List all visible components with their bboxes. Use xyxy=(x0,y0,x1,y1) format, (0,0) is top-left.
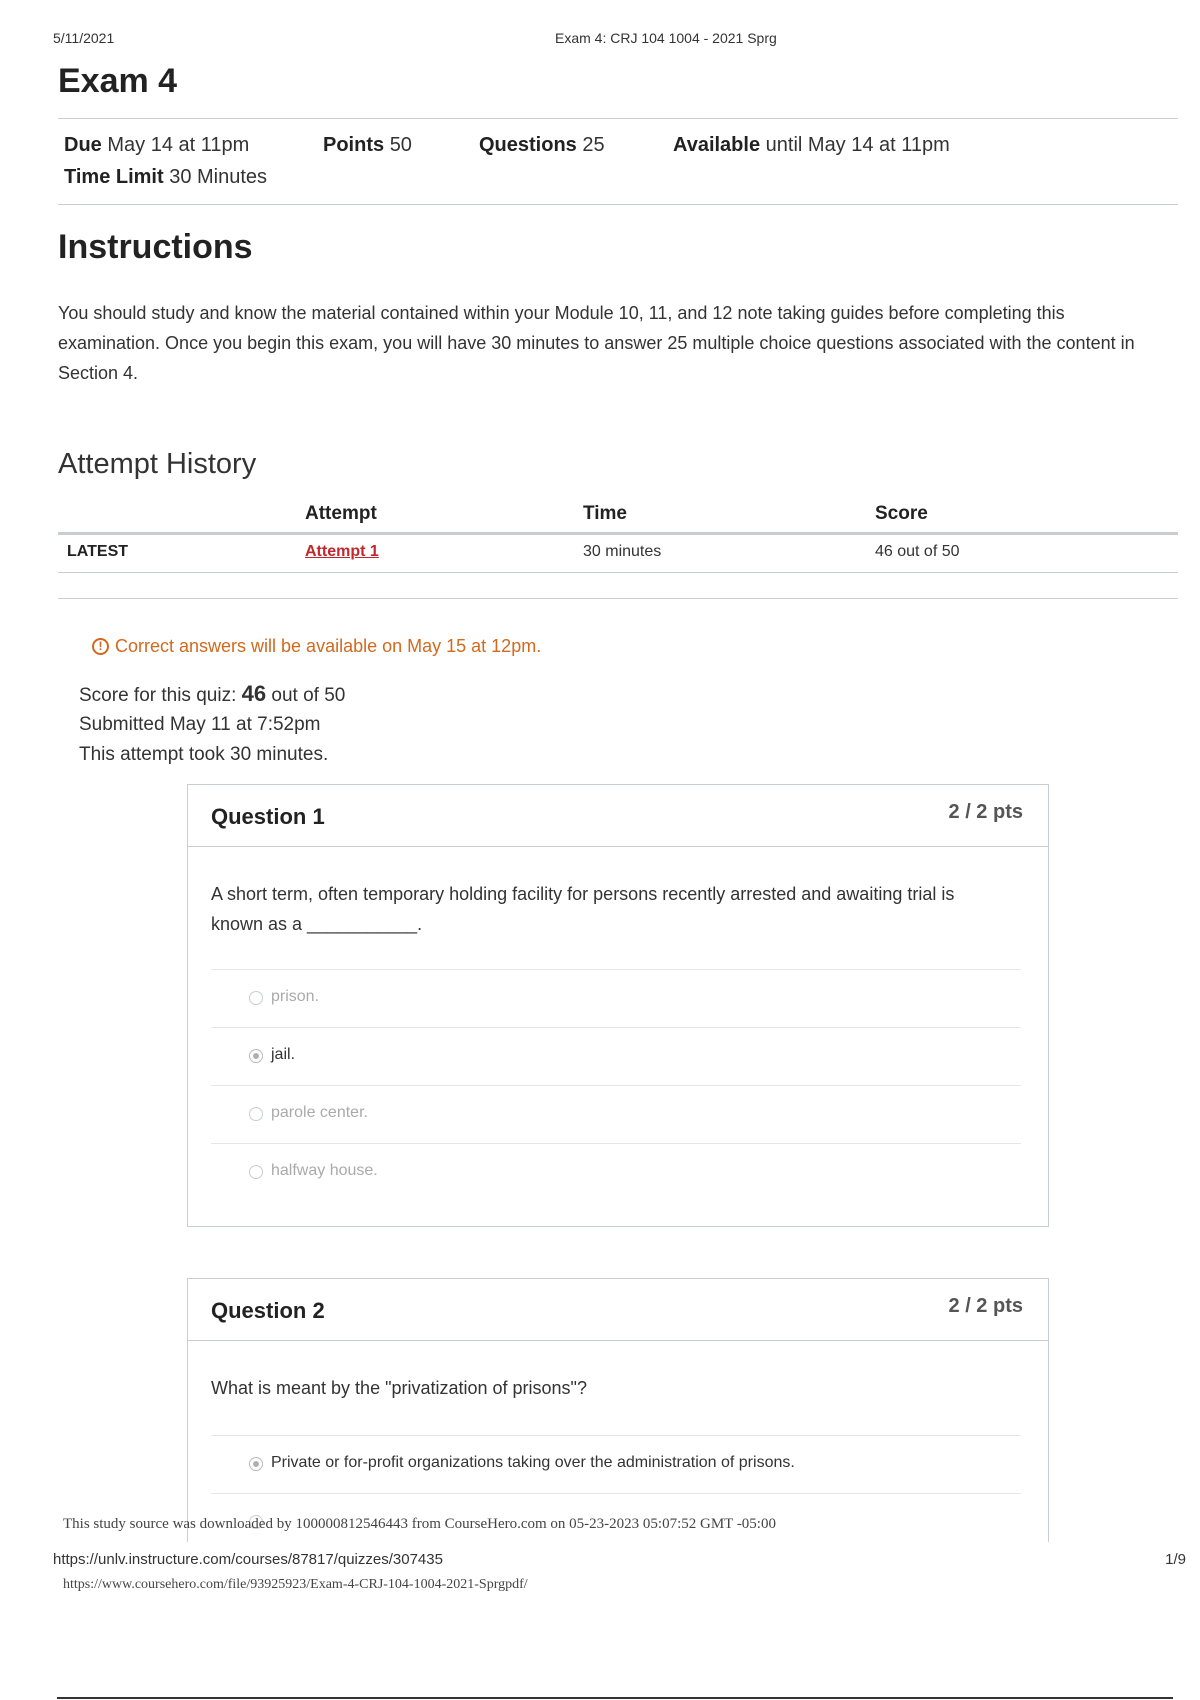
due-label: Due xyxy=(64,134,102,156)
score-value: 46 xyxy=(241,681,267,706)
question-card xyxy=(187,784,1049,1227)
due-info xyxy=(64,134,249,157)
answer-label: Private or for-profit organizations taking over the administration of prisons. xyxy=(271,1454,795,1471)
question-text: What is meant by the "privatization of prisons"? xyxy=(211,1378,587,1398)
column-header-score: Score xyxy=(875,503,928,524)
question-points: 2 / 2 pts xyxy=(948,1295,1023,1317)
table-header-divider xyxy=(58,532,1178,535)
answer-option[interactable] xyxy=(211,969,1021,1028)
instructions-text: You should study and know the material contained within your Module 10, 11, and 12 note taking guides before completing this examination. Once you begin this exam, you will have 30 minutes to answer 25 multiple choice questions associated with the content in Section 4. xyxy=(58,303,1135,383)
coursehero-url: https://www.coursehero.com/file/93925923/Exam-4-CRJ-104-1004-2021-Sprgpdf/ xyxy=(63,1577,528,1592)
source-watermark: This study source was downloaded by 100000812546443 from CourseHero.com on 05-23-2023 05:07:52 GMT -05:00 xyxy=(63,1516,776,1532)
available-label: Available xyxy=(673,134,761,156)
column-header-attempt: Attempt xyxy=(305,503,377,524)
points-label: Points xyxy=(323,134,385,156)
answer-label: parole center. xyxy=(271,1104,368,1121)
answer-label: halfway house. xyxy=(271,1162,378,1179)
score-prefix: Score for this quiz: xyxy=(79,685,237,706)
radio-unchecked-icon[interactable] xyxy=(249,991,263,1005)
divider xyxy=(58,572,1178,573)
alert-circle-icon: ! xyxy=(92,638,109,655)
divider xyxy=(58,598,1178,599)
question-title: Question 2 xyxy=(211,1298,325,1323)
question-card xyxy=(187,1278,1049,1548)
divider xyxy=(58,118,1178,119)
latest-tag: LATEST xyxy=(67,543,129,560)
notice-text: Correct answers will be available on May 15 at 12pm. xyxy=(115,636,542,656)
points-info xyxy=(323,134,412,157)
divider xyxy=(58,204,1178,205)
radio-checked-icon[interactable] xyxy=(249,1457,263,1471)
time-limit-info xyxy=(64,166,267,189)
question-header xyxy=(188,1279,1048,1341)
radio-checked-icon[interactable] xyxy=(249,1049,263,1063)
questions-label: Questions xyxy=(479,134,577,156)
instructions-heading: Instructions xyxy=(58,228,253,266)
column-header-time: Time xyxy=(583,503,628,524)
question-header xyxy=(188,785,1048,847)
radio-unchecked-icon[interactable] xyxy=(249,1165,263,1179)
points-value: 50 xyxy=(389,134,412,156)
questions-info xyxy=(479,134,605,157)
answer-option[interactable] xyxy=(211,1143,1021,1202)
available-info xyxy=(673,134,950,157)
print-page-title: Exam 4: CRJ 104 1004 - 2021 Sprg xyxy=(555,30,777,46)
answer-label: jail. xyxy=(271,1046,296,1063)
question-title: Question 1 xyxy=(211,804,325,829)
quiz-score xyxy=(79,681,345,707)
attempt-history-heading: Attempt History xyxy=(58,448,257,480)
radio-unchecked-icon[interactable] xyxy=(249,1107,263,1121)
question-text: A short term, often temporary holding facility for persons recently arrested and awaiting trial is known as a ___________. xyxy=(211,884,955,934)
attempt-time: 30 minutes xyxy=(583,543,662,560)
due-value: May 14 at 11pm xyxy=(107,134,250,156)
attempt-link[interactable]: Attempt 1 xyxy=(305,543,379,560)
time-limit-value: 30 Minutes xyxy=(169,166,268,188)
question-points: 2 / 2 pts xyxy=(948,801,1023,823)
page-title: Exam 4 xyxy=(58,62,178,100)
answer-option[interactable] xyxy=(211,1085,1021,1144)
time-limit-label: Time Limit xyxy=(64,166,164,188)
answer-option-selected[interactable] xyxy=(211,1435,1021,1494)
available-value: until May 14 at 11pm xyxy=(765,134,950,156)
attempt-score: 46 out of 50 xyxy=(875,543,960,560)
correct-answers-notice xyxy=(92,636,541,657)
submitted-info: Submitted May 11 at 7:52pm xyxy=(79,714,321,735)
questions-value: 25 xyxy=(582,134,605,156)
footer-url: https://unlv.instructure.com/courses/87817/quizzes/307435 xyxy=(53,1551,443,1568)
print-date: 5/11/2021 xyxy=(53,30,115,46)
answer-label: prison. xyxy=(271,988,320,1005)
page-number: 1/9 xyxy=(1165,1551,1186,1568)
answer-option-selected[interactable] xyxy=(211,1027,1021,1086)
attempt-duration: This attempt took 30 minutes. xyxy=(79,744,329,765)
score-suffix: out of 50 xyxy=(271,685,346,706)
bottom-divider xyxy=(57,1697,1173,1699)
